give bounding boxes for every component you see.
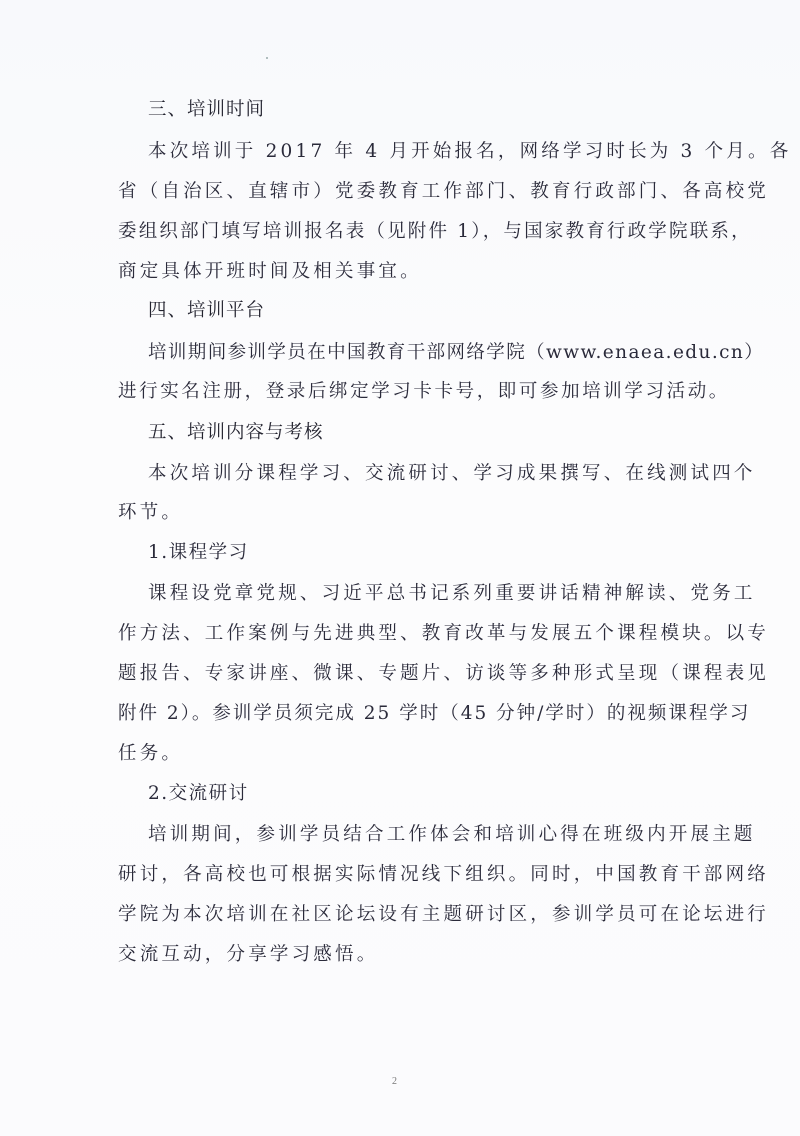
- section-heading-content-assessment: 五、培训内容与考核: [148, 422, 324, 443]
- paragraph-line: 题报告、专家讲座、微课、专题片、访谈等多种形式呈现（课程表见: [118, 663, 770, 684]
- paragraph-line: 学院为本次培训在社区论坛设有主题研讨区，参训学员可在论坛进行: [118, 904, 770, 925]
- paragraph-line: 任务。: [118, 743, 184, 764]
- paragraph-line-with-url: 培训期间参训学员在中国教育干部网络学院（www.enaea.edu.cn）: [148, 342, 765, 363]
- paragraph-line: 本次培训于 2017 年 4 月开始报名，网络学习时长为 3 个月。各: [148, 141, 792, 162]
- page-number: 2: [392, 1076, 397, 1087]
- subsection-heading-course-study: 1.课程学习: [148, 542, 249, 563]
- paragraph-line: 交流互动，分享学习感悟。: [118, 944, 379, 965]
- subsection-heading-exchange-discussion: 2.交流研讨: [148, 783, 249, 804]
- paragraph-line: 研讨，各高校也可根据实际情况线下组织。同时，中国教育干部网络: [118, 864, 770, 885]
- section-heading-training-platform: 四、培训平台: [148, 300, 266, 321]
- section-heading-training-time: 三、培训时间: [148, 99, 266, 120]
- paragraph-line: 商定具体开班时间及相关事宜。: [118, 261, 422, 282]
- paragraph-line: 作方法、工作案例与先进典型、教育改革与发展五个课程模块。以专: [118, 623, 770, 644]
- paragraph-line: 省（自治区、直辖市）党委教育工作部门、教育行政部门、各高校党: [118, 181, 770, 202]
- paragraph-line: 委组织部门填写培训报名表（见附件 1），与国家教育行政学院联系，: [118, 221, 752, 242]
- paragraph-line: 附件 2）。参训学员须完成 25 学时（45 分钟/学时）的视频课程学习: [118, 703, 751, 724]
- paragraph-line: 课程设党章党规、习近平总书记系列重要讲话精神解读、党务工: [148, 583, 756, 604]
- paragraph-line: 环节。: [118, 502, 184, 523]
- paragraph-line: 本次培训分课程学习、交流研讨、学习成果撰写、在线测试四个: [148, 463, 756, 484]
- paragraph-line: 进行实名注册，登录后绑定学习卡卡号，即可参加培训学习活动。: [118, 381, 730, 402]
- paragraph-line: 培训期间，参训学员结合工作体会和培训心得在班级内开展主题: [148, 824, 756, 845]
- scan-speck: [266, 57, 268, 59]
